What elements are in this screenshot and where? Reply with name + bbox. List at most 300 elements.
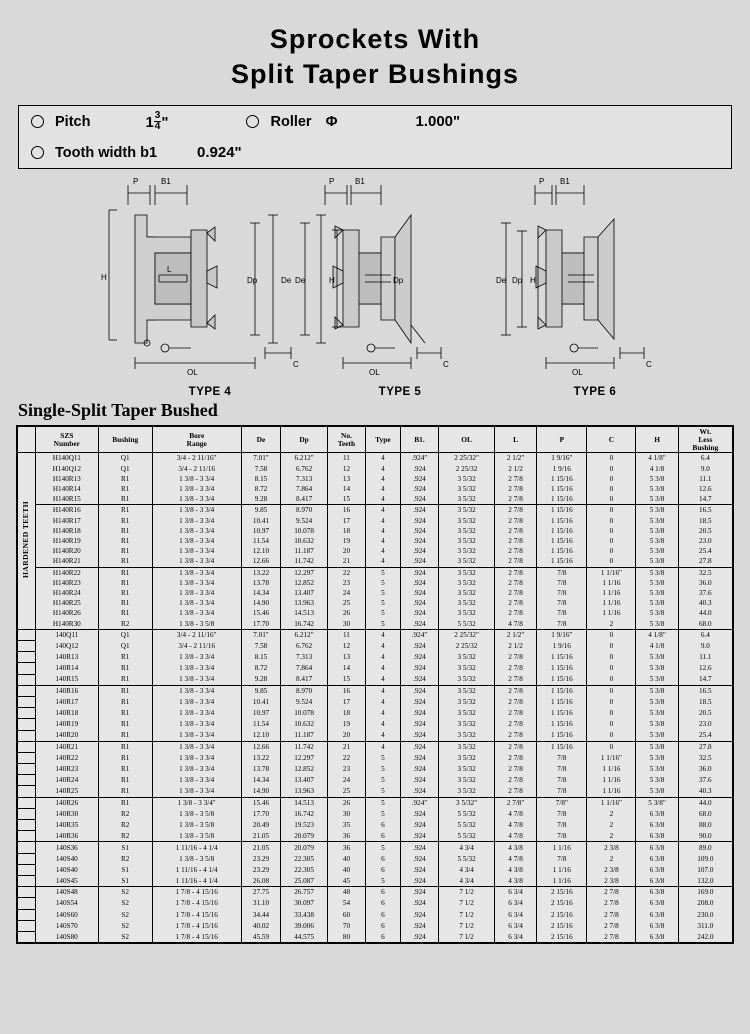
cell-no-: 70 <box>327 920 365 931</box>
pitch-value: 1 $\frac{3}{4}$ " <box>145 110 169 133</box>
cell-b1-: .924 <box>400 741 439 752</box>
table-row[interactable] <box>18 708 733 719</box>
cell-no-: 30 <box>327 808 365 819</box>
cell-l: 2 7/8 <box>494 652 536 663</box>
cell-l: 2 7/8 <box>494 764 536 775</box>
side-label-spacer <box>18 652 36 663</box>
table-row[interactable] <box>18 652 733 663</box>
cell-p: 7/8 <box>537 853 587 864</box>
type-4-label: TYPE 4 <box>188 386 232 399</box>
cell-dp: 8.970 <box>281 685 327 696</box>
cell-b1-: .924 <box>400 641 439 652</box>
side-label-spacer <box>18 820 36 831</box>
cell-c: 1 1/16 <box>587 598 636 608</box>
cell-p: 2 15/16 <box>537 909 587 920</box>
cell-no-: 48 <box>327 887 365 898</box>
table-row[interactable] <box>18 831 733 842</box>
cell-dp: 14.513 <box>281 797 327 808</box>
header-cell-b1: B1. <box>400 427 439 453</box>
cell-type: 4 <box>366 536 401 546</box>
table-row[interactable] <box>18 526 733 536</box>
svg-text:OL: OL <box>369 368 380 378</box>
cell-szs-number: 140R30 <box>36 808 99 819</box>
table-row[interactable] <box>18 453 733 464</box>
cell-de: 20.49 <box>241 820 281 831</box>
cell-de: 9.85 <box>241 505 281 516</box>
cell-ol: 3 5/32 <box>439 474 495 484</box>
cell-c: 0 <box>587 730 636 741</box>
cell-szs-number: 140S70 <box>36 920 99 931</box>
roller-label: Roller <box>270 113 312 130</box>
table-row[interactable] <box>18 546 733 556</box>
cell-szs-number: 140R36 <box>36 831 99 842</box>
cell-szs-number: 140S40 <box>36 853 99 864</box>
cell-bushing: Q1 <box>98 464 152 474</box>
cell-type: 5 <box>366 588 401 598</box>
cell-c: 0 <box>587 719 636 730</box>
cell-l: 2 7/8 <box>494 775 536 786</box>
cell-de: 27.75 <box>241 887 281 898</box>
cell-bore: 1 3/8 - 3 5/8 <box>152 853 241 864</box>
cell-p: 1 15/16 <box>537 708 587 719</box>
cell-no-: 18 <box>327 708 365 719</box>
cell-dp: 12.852 <box>281 578 327 588</box>
cell-h: 6 3/8 <box>636 864 678 875</box>
table-row[interactable] <box>18 764 733 775</box>
cell-wt-: 107.0 <box>678 864 732 875</box>
cell-ol: 3 5/32 <box>439 494 495 505</box>
cell-szs-number: 140R20 <box>36 730 99 741</box>
cell-bore: 1 3/8 - 3 3/4 <box>152 578 241 588</box>
cell-b1-: .924 <box>400 464 439 474</box>
dim-label-L: L <box>167 265 172 275</box>
cell-szs-number: 140Q12 <box>36 641 99 652</box>
cell-h: 5 3/8 <box>636 608 678 618</box>
cell-b1-: .924 <box>400 920 439 931</box>
cell-h: 5 3/8 <box>636 484 678 494</box>
cell-c: 0 <box>587 536 636 546</box>
header-cell-bushing: Bushing <box>98 427 152 453</box>
cell-h: 5 3/8 <box>636 674 678 685</box>
cell-de: 9.85 <box>241 685 281 696</box>
table-row[interactable] <box>18 719 733 730</box>
cell-no-: 12 <box>327 641 365 652</box>
table-row[interactable] <box>18 920 733 931</box>
cell-p: 1 1/16 <box>537 842 587 853</box>
cell-p: 1 15/16 <box>537 536 587 546</box>
cell-b1-: .924 <box>400 696 439 707</box>
cell-l: 4 3/8 <box>494 875 536 886</box>
cell-ol: 4 3/4 <box>439 842 495 853</box>
cell-bore: 1 3/8 - 3 3/4 <box>152 494 241 505</box>
table-row[interactable] <box>18 696 733 707</box>
cell-b1-: .924 <box>400 494 439 505</box>
table-row[interactable] <box>18 853 733 864</box>
cell-ol: 3 5/32 <box>439 578 495 588</box>
cell-ol: 3 5/32 <box>439 674 495 685</box>
cell-ol: 3 5/32 <box>439 484 495 494</box>
cell-bushing: Q1 <box>98 629 152 640</box>
cell-bore: 3/4 - 2 11/16" <box>152 453 241 464</box>
table-row[interactable] <box>18 578 733 588</box>
cell-l: 2 7/8 <box>494 685 536 696</box>
cell-bore: 3/4 - 2 11/16 <box>152 464 241 474</box>
cell-bushing: R1 <box>98 775 152 786</box>
svg-text:P: P <box>329 177 335 187</box>
header-cell-side-label <box>18 427 36 453</box>
cell-bushing: R1 <box>98 730 152 741</box>
side-label-spacer <box>18 719 36 730</box>
side-label-spacer <box>18 931 36 942</box>
cell-c: 2 3/8 <box>587 864 636 875</box>
cell-dp: 13.963 <box>281 786 327 797</box>
side-label-spacer <box>18 797 36 808</box>
cell-b1-: .924 <box>400 505 439 516</box>
table-row[interactable] <box>18 775 733 786</box>
cell-type: 4 <box>366 526 401 536</box>
cell-no-: 25 <box>327 786 365 797</box>
cell-type: 6 <box>366 931 401 942</box>
cell-wt-: 68.0 <box>678 619 732 630</box>
dim-label-Dp: Dp <box>247 276 258 286</box>
table-body <box>18 453 733 943</box>
cell-h: 5 3/8 <box>636 578 678 588</box>
svg-text:H: H <box>329 276 335 286</box>
cell-bushing: R2 <box>98 808 152 819</box>
cell-bore: 1 11/16 - 4 1/4 <box>152 875 241 886</box>
table-row[interactable] <box>18 820 733 831</box>
cell-l: 2 7/8 <box>494 474 536 484</box>
cell-type: 4 <box>366 516 401 526</box>
cell-szs-number: 140R14 <box>36 663 99 674</box>
cell-szs-number: H140R25 <box>36 598 99 608</box>
cell-szs-number: H140R16 <box>36 505 99 516</box>
cell-l: 2 7/8 <box>494 505 536 516</box>
table-row[interactable] <box>18 685 733 696</box>
table-row[interactable] <box>18 474 733 484</box>
title-line-2: Split Taper Bushings <box>230 58 520 89</box>
cell-type: 4 <box>366 641 401 652</box>
cell-dp: 7.864 <box>281 484 327 494</box>
cell-szs-number: H140R20 <box>36 546 99 556</box>
cell-ol: 7 1/2 <box>439 887 495 898</box>
cell-c: 0 <box>587 464 636 474</box>
table-row[interactable] <box>18 786 733 797</box>
cell-c: 0 <box>587 674 636 685</box>
cell-b1-: .924 <box>400 652 439 663</box>
cell-dp: 20.079 <box>281 831 327 842</box>
cell-szs-number: 140R13 <box>36 652 99 663</box>
cell-b1-: .924 <box>400 752 439 763</box>
side-label-spacer <box>18 775 36 786</box>
cell-wt-: 20.5 <box>678 708 732 719</box>
cell-bore: 1 3/8 - 3 3/4" <box>152 797 241 808</box>
cell-p: 1 15/16 <box>537 696 587 707</box>
cell-c: 1 1/16" <box>587 752 636 763</box>
cell-c: 0 <box>587 474 636 484</box>
table-row[interactable] <box>18 556 733 567</box>
cell-c: 2 3/8 <box>587 842 636 853</box>
cell-no-: 24 <box>327 588 365 598</box>
cell-c: 2 7/8 <box>587 909 636 920</box>
cell-l: 2 7/8 <box>494 536 536 546</box>
cell-c: 2 <box>587 808 636 819</box>
cell-c: 2 7/8 <box>587 887 636 898</box>
table-row[interactable] <box>18 909 733 920</box>
cell-szs-number: H140R18 <box>36 526 99 536</box>
cell-szs-number: 140R22 <box>36 752 99 763</box>
cell-de: 7.01" <box>241 453 281 464</box>
cell-no-: 24 <box>327 775 365 786</box>
cell-szs-number: 140R15 <box>36 674 99 685</box>
cell-ol: 4 3/4 <box>439 864 495 875</box>
cell-h: 5 3/8 <box>636 494 678 505</box>
cell-ol: 2 25/32 <box>439 464 495 474</box>
cell-bore: 1 11/16 - 4 1/4 <box>152 864 241 875</box>
table-row[interactable] <box>18 505 733 516</box>
cell-p: 2 15/16 <box>537 920 587 931</box>
cell-b1-: .924" <box>400 453 439 464</box>
header-cell-wt-less-bushing: Wt. Less Bushing <box>678 427 732 453</box>
cell-wt-: 40.3 <box>678 786 732 797</box>
svg-text:C: C <box>443 360 449 370</box>
table-row[interactable] <box>18 516 733 526</box>
cell-h: 5 3/8 <box>636 752 678 763</box>
cell-no-: 16 <box>327 685 365 696</box>
cell-wt-: 12.6 <box>678 484 732 494</box>
cell-h: 5 3/8 <box>636 730 678 741</box>
cell-de: 8.15 <box>241 474 281 484</box>
table-row[interactable] <box>18 797 733 808</box>
cell-ol: 5 5/32 <box>439 831 495 842</box>
table-row[interactable] <box>18 741 733 752</box>
cell-ol: 5 5/32 <box>439 820 495 831</box>
table-row[interactable] <box>18 808 733 819</box>
cell-wt-: 32.5 <box>678 567 732 578</box>
cell-c: 0 <box>587 546 636 556</box>
table-row[interactable] <box>18 887 733 898</box>
cell-c: 0 <box>587 696 636 707</box>
cell-b1-: .924 <box>400 526 439 536</box>
cell-de: 7.58 <box>241 641 281 652</box>
cell-no-: 13 <box>327 474 365 484</box>
cell-l: 2 7/8 <box>494 546 536 556</box>
cell-bushing: R1 <box>98 474 152 484</box>
cell-l: 2 7/8" <box>494 797 536 808</box>
cell-szs-number: 140R16 <box>36 685 99 696</box>
cell-l: 2 7/8 <box>494 598 536 608</box>
cell-ol: 3 5/32 <box>439 719 495 730</box>
table-row[interactable] <box>18 629 733 640</box>
table-row[interactable] <box>18 931 733 942</box>
cell-ol: 3 5/32 <box>439 708 495 719</box>
cell-b1-: .924 <box>400 546 439 556</box>
table-row[interactable] <box>18 619 733 630</box>
cell-c: 2 7/8 <box>587 898 636 909</box>
cell-b1-: .924 <box>400 864 439 875</box>
cell-type: 5 <box>366 598 401 608</box>
cell-de: 13.22 <box>241 567 281 578</box>
cell-p: 7/8 <box>537 619 587 630</box>
cell-bore: 1 3/8 - 3 3/4 <box>152 674 241 685</box>
table-row[interactable] <box>18 898 733 909</box>
cell-type: 6 <box>366 853 401 864</box>
cell-szs-number: H140R23 <box>36 578 99 588</box>
cell-bore: 1 3/8 - 3 3/4 <box>152 474 241 484</box>
table-row[interactable] <box>18 484 733 494</box>
cell-no-: 11 <box>327 629 365 640</box>
cell-b1-: .924 <box>400 674 439 685</box>
cell-c: 0 <box>587 708 636 719</box>
cell-wt-: 18.5 <box>678 516 732 526</box>
cell-h: 5 3/8 <box>636 598 678 608</box>
table-row[interactable] <box>18 598 733 608</box>
cell-ol: 3 5/32 <box>439 516 495 526</box>
cell-bore: 1 3/8 - 3 3/4 <box>152 752 241 763</box>
cell-type: 5 <box>366 567 401 578</box>
dim-label-P: P <box>133 177 139 187</box>
cell-type: 6 <box>366 831 401 842</box>
table-row[interactable] <box>18 730 733 741</box>
cell-p: 1 15/16 <box>537 516 587 526</box>
table-row[interactable] <box>18 641 733 652</box>
cell-dp: 8.970 <box>281 505 327 516</box>
cell-c: 0 <box>587 652 636 663</box>
cell-bushing: R1 <box>98 719 152 730</box>
cell-szs-number: 140R18 <box>36 708 99 719</box>
cell-szs-number: 140R21 <box>36 741 99 752</box>
table-row[interactable] <box>18 842 733 853</box>
side-label-spacer <box>18 808 36 819</box>
spec-table-wrap <box>16 425 734 944</box>
cell-l: 6 3/4 <box>494 931 536 942</box>
cell-c: 1 1/16 <box>587 786 636 797</box>
cell-b1-: .924 <box>400 598 439 608</box>
table-row[interactable] <box>18 752 733 763</box>
cell-ol: 3 5/32 <box>439 652 495 663</box>
cell-no-: 25 <box>327 598 365 608</box>
cell-type: 4 <box>366 685 401 696</box>
table-row[interactable] <box>18 588 733 598</box>
cell-c: 2 <box>587 831 636 842</box>
cell-l: 4 7/8 <box>494 820 536 831</box>
table-row[interactable] <box>18 608 733 618</box>
cell-type: 6 <box>366 920 401 931</box>
cell-h: 5 3/8 <box>636 663 678 674</box>
table-row[interactable] <box>18 536 733 546</box>
cell-szs-number: 140R26 <box>36 797 99 808</box>
cell-ol: 3 5/32 <box>439 663 495 674</box>
cell-h: 5 3/8" <box>636 797 678 808</box>
cell-p: 7/8 <box>537 786 587 797</box>
cell-dp: 22.305 <box>281 864 327 875</box>
table-row[interactable] <box>18 674 733 685</box>
cell-de: 14.90 <box>241 786 281 797</box>
cell-bore: 1 3/8 - 3 3/4 <box>152 484 241 494</box>
cell-c: 0 <box>587 494 636 505</box>
bullet-icon <box>31 146 44 159</box>
cell-dp: 10.078 <box>281 526 327 536</box>
cell-bore: 1 7/8 - 4 15/16 <box>152 909 241 920</box>
cell-no-: 23 <box>327 764 365 775</box>
cell-de: 31.10 <box>241 898 281 909</box>
page-title <box>0 0 750 91</box>
cell-de: 7.58 <box>241 464 281 474</box>
table-row[interactable] <box>18 663 733 674</box>
cell-type: 4 <box>366 719 401 730</box>
side-label-spacer <box>18 853 36 864</box>
cell-dp: 6.762 <box>281 641 327 652</box>
bullet-icon <box>31 115 44 128</box>
cell-dp: 22.305 <box>281 853 327 864</box>
cell-no-: 15 <box>327 674 365 685</box>
cell-no-: 12 <box>327 464 365 474</box>
cell-c: 0 <box>587 516 636 526</box>
cell-bushing: S2 <box>98 909 152 920</box>
cell-b1-: .924 <box>400 875 439 886</box>
table-row[interactable] <box>18 464 733 474</box>
cell-h: 5 3/8 <box>636 546 678 556</box>
svg-text:Dp: Dp <box>393 276 404 286</box>
cell-ol: 4 3/4 <box>439 875 495 886</box>
table-row[interactable] <box>18 567 733 578</box>
cell-p: 1 15/16 <box>537 546 587 556</box>
cell-l: 6 3/4 <box>494 920 536 931</box>
cell-bore: 1 3/8 - 3 3/4 <box>152 663 241 674</box>
cell-ol: 3 5/32 <box>439 752 495 763</box>
cell-p: 2 15/16 <box>537 898 587 909</box>
cell-dp: 16.742 <box>281 808 327 819</box>
cell-wt-: 44.0 <box>678 608 732 618</box>
cell-l: 2 7/8 <box>494 578 536 588</box>
cell-ol: 5 5/32 <box>439 808 495 819</box>
cell-de: 45.59 <box>241 931 281 942</box>
cell-de: 12.10 <box>241 546 281 556</box>
cell-dp: 30.097 <box>281 898 327 909</box>
cell-ol: 3 5/32 <box>439 786 495 797</box>
cell-c: 2 3/8 <box>587 875 636 886</box>
cell-no-: 21 <box>327 556 365 567</box>
cell-bore: 1 7/8 - 4 15/16 <box>152 931 241 942</box>
cell-p: 1 15/16 <box>537 474 587 484</box>
table-row[interactable] <box>18 864 733 875</box>
cell-szs-number: H140R19 <box>36 536 99 546</box>
cell-ol: 7 1/2 <box>439 920 495 931</box>
cell-wt-: 12.6 <box>678 663 732 674</box>
cell-szs-number: 140R19 <box>36 719 99 730</box>
cell-dp: 39.006 <box>281 920 327 931</box>
cell-wt-: 88.0 <box>678 820 732 831</box>
cell-wt-: 37.6 <box>678 775 732 786</box>
cell-ol: 3 5/32 <box>439 588 495 598</box>
cell-p: 7/8 <box>537 820 587 831</box>
spec-row-1 <box>19 106 731 137</box>
cell-dp: 12.297 <box>281 567 327 578</box>
table-row[interactable] <box>18 875 733 886</box>
cell-type: 4 <box>366 484 401 494</box>
cell-l: 2 7/8 <box>494 608 536 618</box>
cell-h: 5 3/8 <box>636 588 678 598</box>
cell-l: 2 7/8 <box>494 696 536 707</box>
cell-no-: 45 <box>327 875 365 886</box>
cell-bushing: S1 <box>98 864 152 875</box>
cell-c: 2 <box>587 619 636 630</box>
table-row[interactable] <box>18 494 733 505</box>
cell-wt-: 18.5 <box>678 696 732 707</box>
type-6-label: TYPE 6 <box>573 386 617 399</box>
cell-ol: 3 5/32 <box>439 608 495 618</box>
cell-type: 6 <box>366 898 401 909</box>
